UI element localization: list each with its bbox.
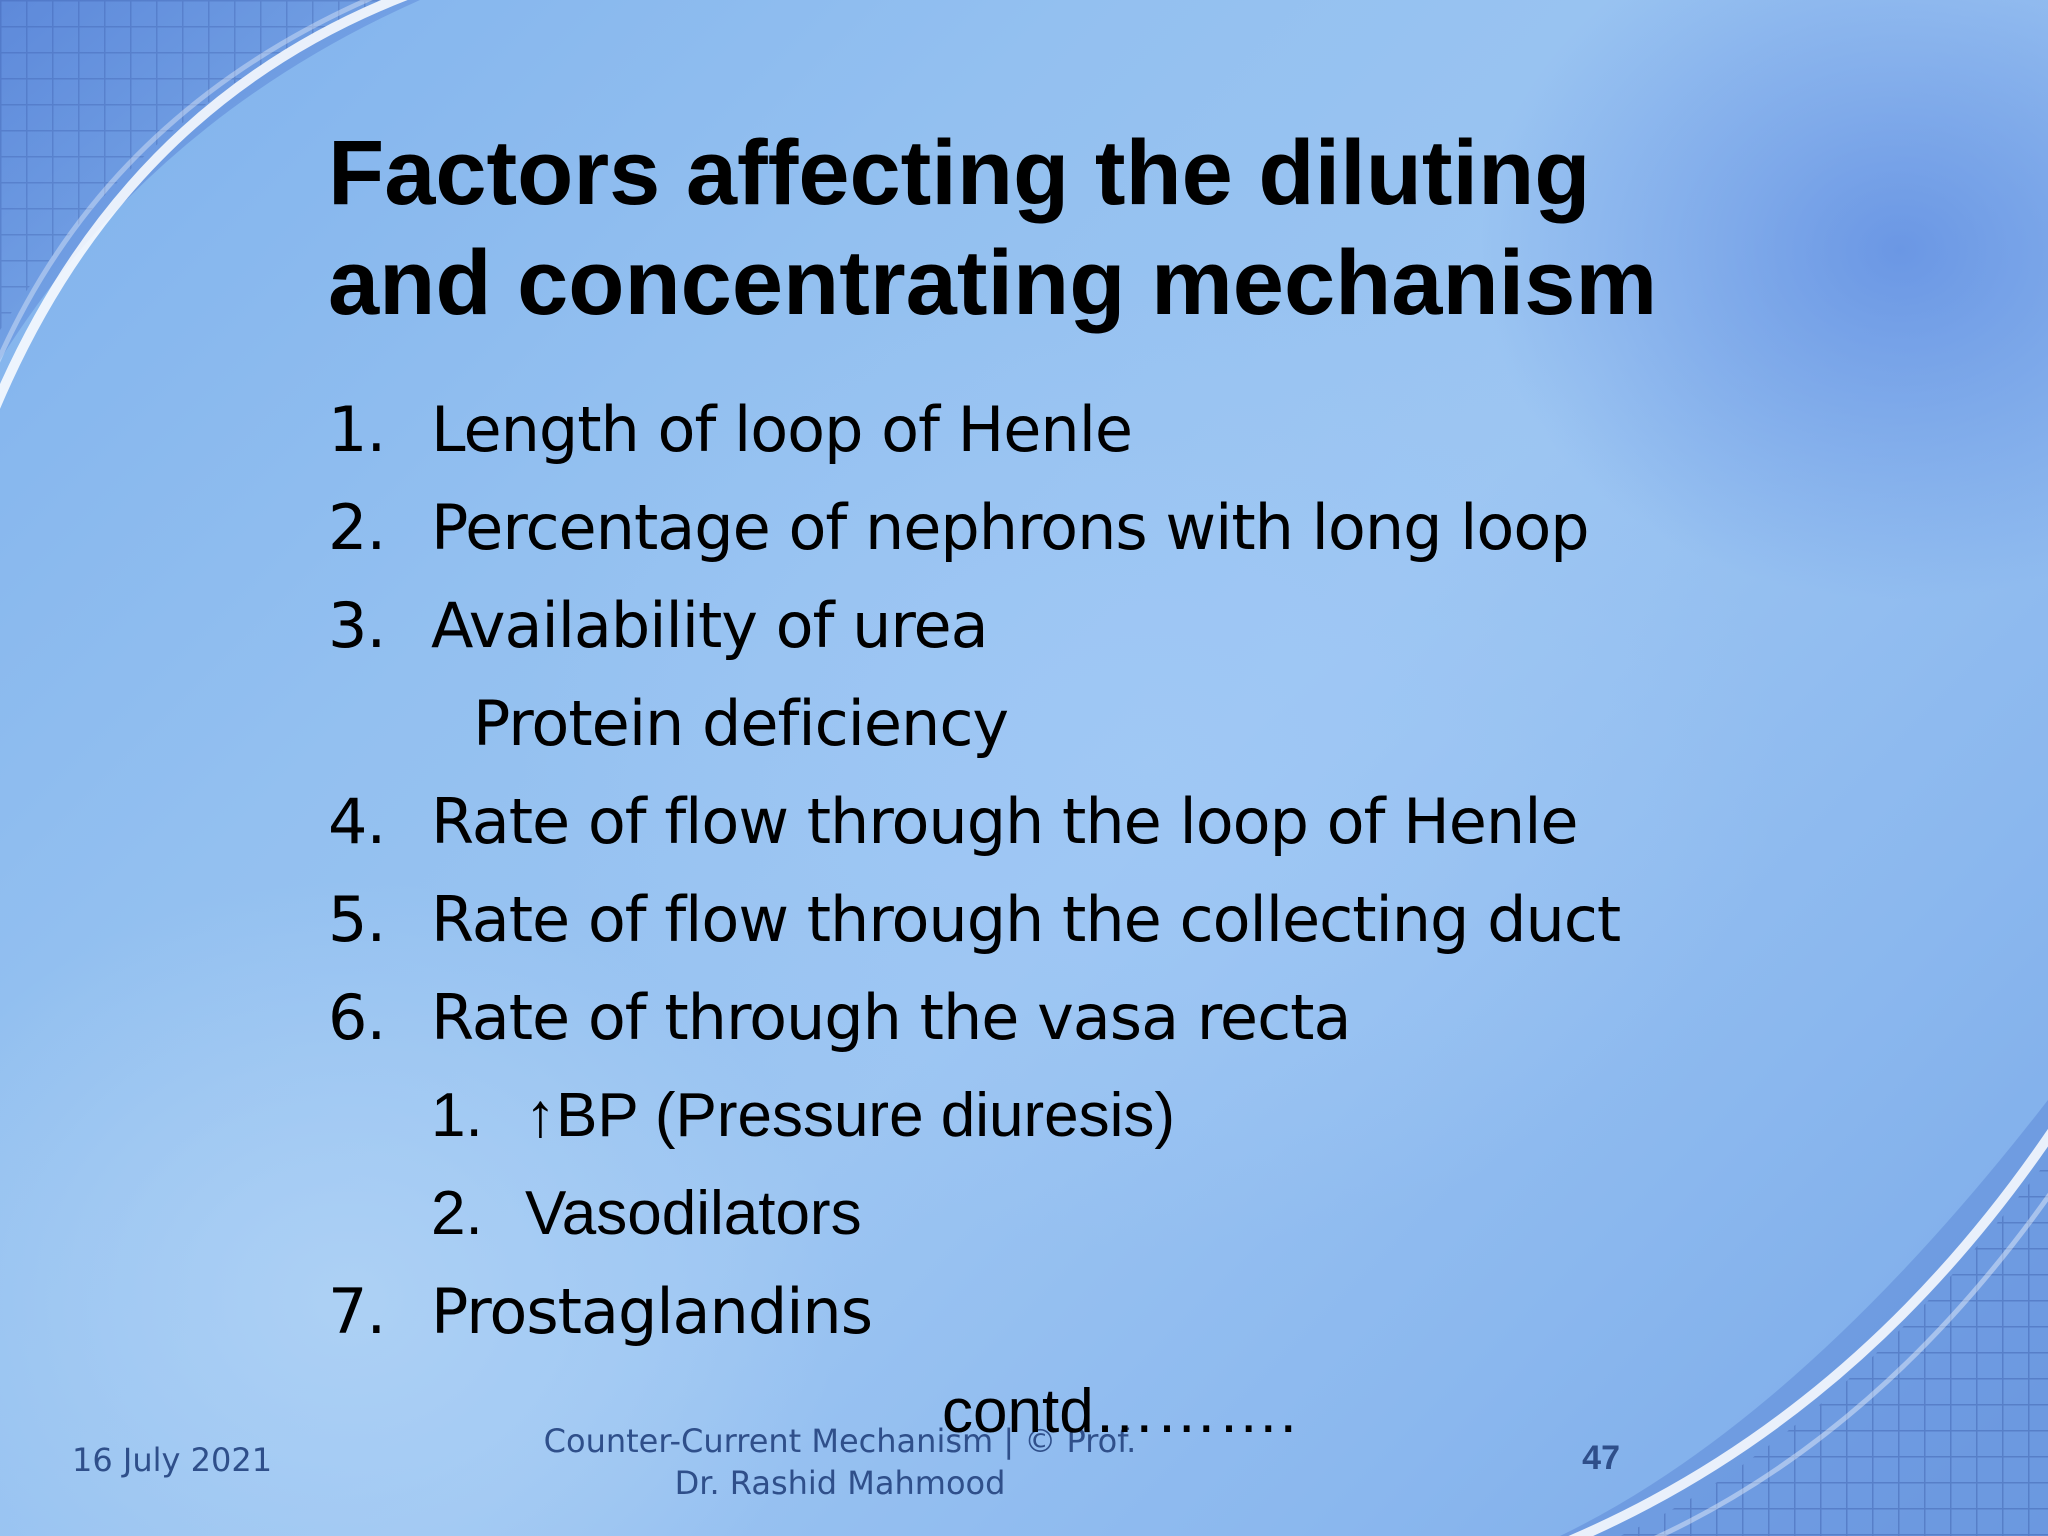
slide-title	[328, 118, 1928, 338]
list-item-number: 1.	[431, 1081, 483, 1150]
list-item-number: 3.	[328, 589, 386, 662]
list-item-number: 2.	[431, 1179, 483, 1248]
list-item-text: Protein deficiency	[473, 687, 1009, 760]
page-number: 47	[1582, 1439, 1620, 1477]
list-item-text: ↑BP (Pressure diuresis)	[525, 1081, 1176, 1150]
slide-title-line-2: and concentrating mechanism	[328, 232, 1658, 334]
list-item-number: 2.	[328, 491, 386, 564]
list-item-number: 7.	[328, 1275, 386, 1348]
list-item-number: 6.	[328, 981, 386, 1054]
continued-note: contd……….	[942, 1377, 1297, 1446]
list-item-number: 5.	[328, 883, 386, 956]
list-item-text: Vasodilators	[525, 1179, 862, 1248]
footer-date: 16 July 2021	[72, 1441, 273, 1479]
footer-caption-line-2: Dr. Rashid Mahmood	[674, 1464, 1006, 1502]
list-item-text: Availability of urea	[431, 589, 988, 662]
list-item-text: Percentage of nephrons with long loop	[431, 491, 1589, 564]
list-item-text: Rate of flow through the collecting duct	[431, 883, 1621, 956]
list-item-number: 4.	[328, 785, 386, 858]
list-item-text: Prostaglandins	[431, 1275, 873, 1348]
footer-caption-line-1: Counter-Current Mechanism | © Prof.	[543, 1422, 1137, 1460]
slide-title-line-1: Factors affecting the diluting	[328, 122, 1591, 224]
list-item-number: 1.	[328, 393, 386, 466]
list-item-text: Rate of through the vasa recta	[431, 981, 1351, 1054]
list-item-text: Rate of flow through the loop of Henle	[431, 785, 1578, 858]
list-item-text: Length of loop of Henle	[431, 393, 1133, 466]
